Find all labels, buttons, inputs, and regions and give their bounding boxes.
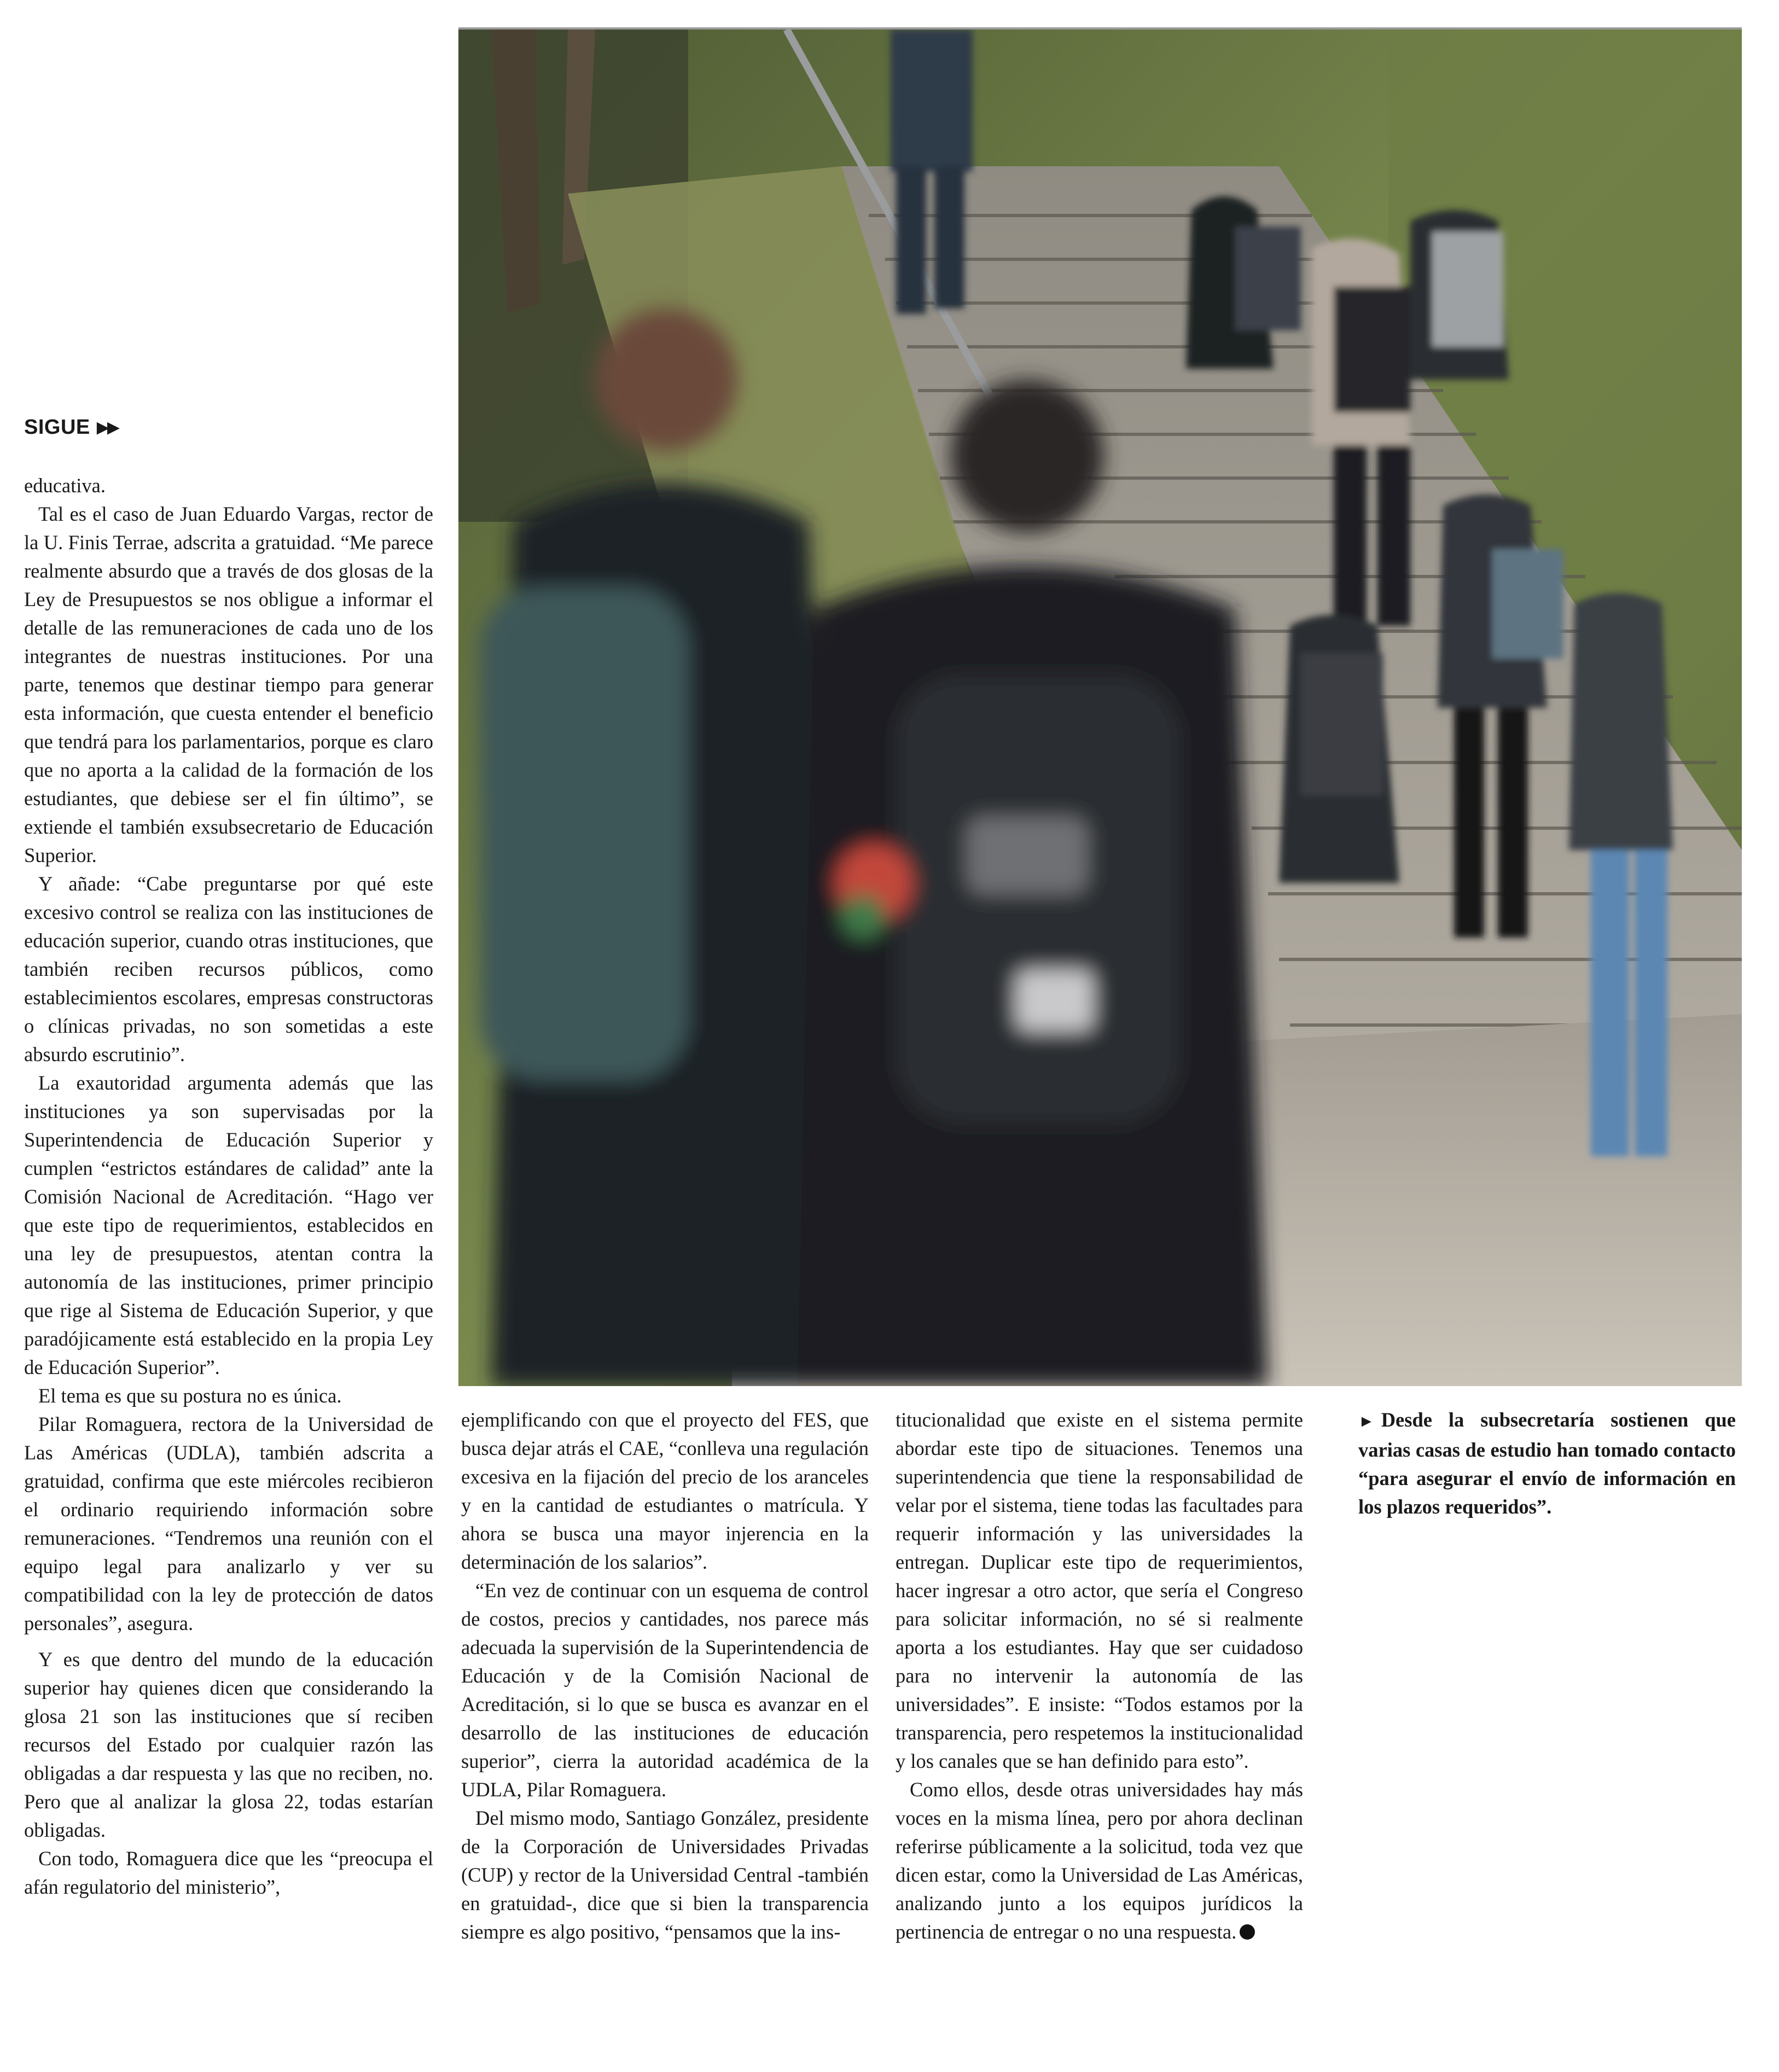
paragraph: El tema es que su postura no es única.	[38, 1384, 342, 1407]
double-arrow-icon: ▶▶	[96, 418, 118, 436]
paragraph: Tal es el caso de Juan Eduardo Vargas, rector de la U. Finis Terrae, adscrita a gratuidad. “Me parece realmente absurdo que a través de dos glosas de la Ley de Presupuestos se nos obligue a informar el detalle de las remuneraciones de cada uno de los integrantes de nuestras instituciones. Por una parte, tenemos que destinar tiempo para generar esta información, que cuesta entender el beneficio que tendrá para los parlamentarios, porque es claro que no aporta a la calidad de la formación de los estudiantes, que debiese ser el fin último”, se extiende el también exsubsecretario de Educación Superior.	[24, 503, 433, 866]
continues-label-text: SIGUE	[24, 416, 90, 439]
paragraph: Y es que dentro del mundo de la educación superior hay quienes dicen que considerando la glosa 21 son las instituciones que sí reciben recursos del Estado por cualquier razón las obligadas a dar respuesta y las que no reciben, no. Pero que al analizar la glosa 22, todas estarían obligadas.	[24, 1648, 433, 1841]
end-of-article-icon	[1240, 1924, 1255, 1940]
continues-label	[24, 416, 118, 439]
article-photo	[458, 27, 1742, 1386]
side-note	[1358, 1406, 1736, 1521]
paragraph-final-text: Como ellos, desde otras universidades hay más voces en la misma línea, pero por ahora declinan referirse públicamente a la solicitud, toda vez que dicen estar, como la Universidad de Las Américas, analizando junto a los equipos jurídicos la pertinencia de entregar o no una respuesta.	[896, 1778, 1303, 1943]
paragraph: La exautoridad argumenta además que las instituciones ya son supervisadas por la Superintendencia de Educación Superior y cumplen “estrictos estándares de calidad” ante la Comisión Nacional de Acreditación. “Hago ver que este tipo de requerimientos, establecidos en una ley de presupuestos, atentan contra la autonomía de las instituciones, primer principio que rige al Sistema de Educación Superior, y que paradójicamente está establecido en la propia Ley de Educación Superior”.	[24, 1072, 433, 1378]
triangle-bullet-icon: ►	[1358, 1412, 1375, 1430]
paragraph: titucionalidad que existe en el sistema permite abordar este tipo de situaciones. Tenemos una superintendencia que tiene la responsabilidad de velar por el sistema, tiene todas las facultades para requerir información y las universidades la entregan. Duplicar este tipo de requerimientos, hacer ingresar a otro actor, que sería el Congreso para solicitar información, no sé si realmente aporta a los estudiantes. Hay que ser cuidadoso para no intervenir la autonomía de las universidades”. E insiste: “Todos estamos por la transparencia, pero respetemos la institucionalidad y los canales que se han definido para esto”.	[896, 1409, 1303, 1772]
paragraph: Y añade: “Cabe preguntarse por qué este excesivo control se realiza con las instituciones de educación superior, cuando otras instituciones, que también reciben recursos públicos, como establecimientos escolares, empresas constructoras o clínicas privadas, no son sometidas a este absurdo escrutinio”.	[24, 872, 433, 1066]
paragraph: “En vez de continuar con un esquema de control de costos, precios y cantidades, nos parece más adecuada la supervisión de la Superintendencia de Educación y de la Comisión Nacional de Acreditación, si lo que se busca es avanzar en el desarrollo de las instituciones de educación superior”, cierra la autoridad académica de la UDLA, Pilar Romaguera.	[461, 1579, 869, 1801]
paragraph: Pilar Romaguera, rectora de la Universidad de Las Américas (UDLA), también adscrita a gratuidad, confirma que este miércoles recibieron el ordinario requiriendo información sobre remuneraciones. “Tendremos una reunión con el equipo legal para analizarlo y ver su compatibilidad con la ley de protección de datos personales”, asegura.	[24, 1413, 433, 1634]
article-column-3	[896, 1406, 1303, 1946]
paragraph: Del mismo modo, Santiago González, presidente de la Corporación de Universidades Privadas (CUP) y rector de la Universidad Central -también en gratuidad-, dice que si bien la transparencia siempre es algo positivo, “pensamos que la ins-	[461, 1807, 869, 1943]
students-walking-photo-icon	[458, 30, 1742, 1386]
side-note-text: Desde la subsecretaría sostienen que varias casas de estudio han tomado contacto “para asegurar el envío de información en los plazos requeridos”.	[1358, 1409, 1736, 1518]
article-column-1	[24, 472, 433, 1901]
paragraph: ejemplificando con que el proyecto del FES, que busca dejar atrás el CAE, “conlleva una regulación excesiva en la fijación del precio de los aranceles y en la cantidad de estudiantes o matrícula. Y ahora se busca una mayor injerencia en la determinación de los salarios”.	[461, 1409, 869, 1573]
side-note-paragraph	[1358, 1406, 1736, 1521]
paragraph-final	[896, 1776, 1303, 1946]
paragraph: educativa.	[24, 474, 106, 497]
article-column-2	[461, 1406, 869, 1946]
paragraph: Con todo, Romaguera dice que les “preocupa el afán regulatorio del ministerio”,	[24, 1847, 433, 1898]
